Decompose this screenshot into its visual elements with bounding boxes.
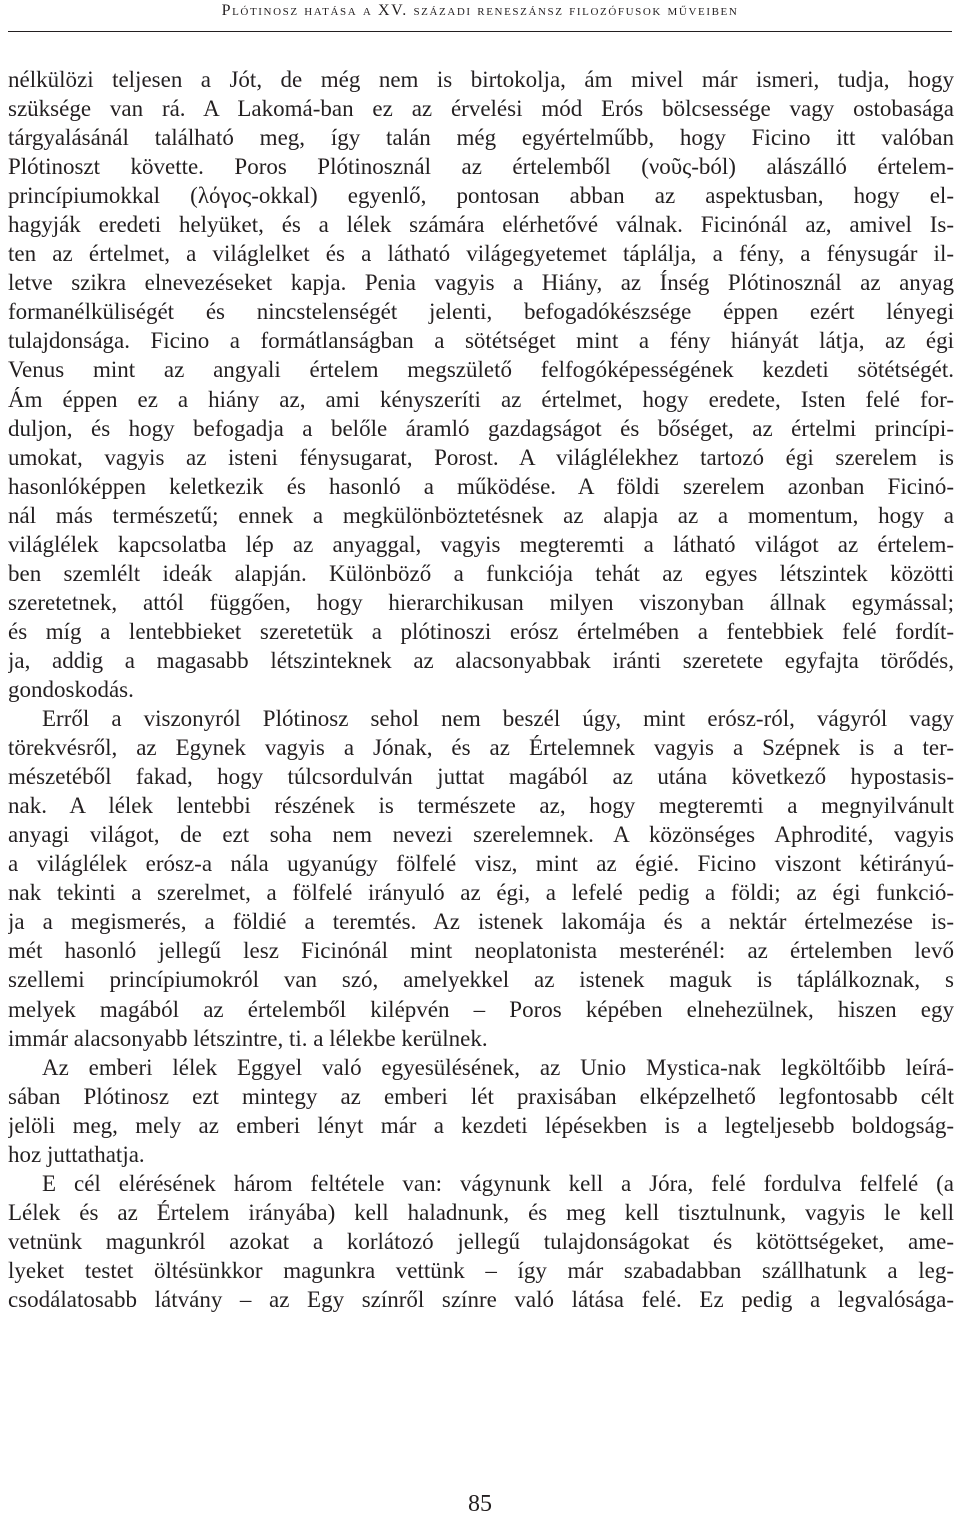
text-line: mét hasonló jellegű lesz Ficinónál mint neoplatonista mesterénél: az értelemben levő (8, 938, 954, 964)
text-line: E cél elérésének három feltétele van: vágynunk kell a Jóra, felé fordulva felfelé (a (42, 1170, 954, 1196)
text-line: sában Plótinosz ezt mintegy az emberi lét praxisában elképzelhető legfontosabb célt (8, 1083, 954, 1109)
page-number: 85 (468, 1491, 492, 1517)
text-line: tárgyalásánál található meg, így talán még egyértelműbb, hogy Ficino itt valóban (8, 125, 954, 151)
running-title: Plótinosz hatása a XV. századi reneszánsz filozófusok műveiben (221, 2, 739, 19)
text-line: hoz juttathatja. (8, 1141, 145, 1167)
text-line: nál más természetű; ennek a megkülönböztetésnek az alapja az a momentum, hogy a (8, 502, 954, 528)
text-line: csodálatosabb látvány – az Egy színről színre való látása felé. Ez pedig a legvalósága- (8, 1286, 954, 1312)
text-line: duljon, és hogy befogadja a belőle áramló gazdagságot és bőséget, az értelmi princípi- (8, 415, 954, 441)
text-line: Ám éppen ez a hiány az, ami kényszeríti az értelmet, hogy eredete, Isten felé for- (8, 386, 954, 412)
text-line: ja a megismerés, a földié a teremtés. Az istenek lakomája és a nektár értelmezése is- (8, 909, 954, 935)
text-line: nélkülözi teljesen a Jót, de még nem is birtokolja, ám mivel már ismeri, tudja, hogy (8, 67, 954, 92)
text-line: ben szemlélt ideák alapján. Különböző a funkciója tehát az egyes létszintek közötti (8, 560, 954, 586)
text-line: szüksége van rá. A Lakomá-ban ez az érvelési mód Erós bölcsessége vagy ostobasága (8, 96, 954, 122)
text-line: princípiumokkal (λόγος-okkal) egyenlő, pontosan abban az aspektusban, hogy el- (8, 183, 954, 209)
text-line: vetnünk magunkról azokat a korlátozó jellegű tulajdonságokat és kötöttségeket, ame- (8, 1228, 954, 1254)
text-line: anyagi világot, de ezt soha nem nevezi szerelemnek. A közönséges Aphrodité, vagyis (8, 822, 954, 848)
text-line: immár alacsonyabb létszintre, ti. a lélekbe kerülnek. (8, 1025, 488, 1051)
text-line: tulajdonsága. Ficino a formátlanságban a sötétséget mint a fény hiányát látja, az égi (8, 328, 954, 354)
text-line: gondoskodás. (8, 676, 134, 702)
text-line: a világlélek erósz-a nála ugyanúgy fölfelé visz, mint az égié. Ficino viszont kétirányú- (8, 851, 954, 877)
text-line: Plótinoszt követte. Poros Plótinosznál az értelemből (νοῦς-ból) alászálló értelem- (8, 154, 954, 180)
text-line: mészetéből fakad, hogy túlcsordulván juttat magából az utána következő hypostasis- (8, 764, 954, 790)
text-line: lyeket testet öltésünkkor magunkra vettünk – így már szabadabban szállhatunk a leg- (8, 1257, 954, 1283)
text-line: és míg a lentebbieket szeretetük a plótinoszi erósz értelmében a fentebbiek felé fordít- (8, 618, 954, 644)
text-line: letve szikra elnevezéseket kapja. Penia vagyis a Hiány, az Ínség Plótinosznál az anyag (8, 270, 954, 296)
main-text (8, 65, 954, 1314)
text-line: melyek magából az értelemből kilépvén – Poros képében elnehezülnek, hiszen egy (8, 996, 954, 1022)
text-line: formanélküliségét és nincstelenségét jelenti, befogadókészsége éppen ezért lényegi (8, 299, 954, 325)
text-line: Lélek és az Értelem irányába) kell haladnunk, és meg kell tisztulnunk, vagyis le kell (8, 1199, 954, 1225)
text-line: szeretetnek, attól függően, hogy hierarchikusan milyen viszonyban állnak egymással; (8, 589, 954, 615)
text-line: ja, addig a magasabb létszinteknek az alacsonyabbak iránti szeretete egyfajta törődés, (8, 647, 954, 673)
text-line: ten az értelmet, a világlelket és a látható világegyetemet táplálja, a fény, a fénysugár il- (8, 241, 954, 267)
text-line: Erről a viszonyról Plótinosz sehol nem beszél úgy, mint erósz-ról, vágyról vagy (42, 706, 954, 732)
text-line: jelöli meg, mely az emberi lényt már a kezdeti lépésekben is a legteljesebb boldogság- (8, 1112, 954, 1138)
text-line: Venus mint az angyali értelem megszülető felfogóképességének kezdeti sötétségét. (8, 357, 954, 383)
text-line: hasonlóképpen keletkezik és hasonló a működése. A földi szerelem azonban Ficinó- (8, 473, 954, 499)
running-head (8, 0, 952, 32)
text-line: világlélek kapcsolatba lép az anyaggal, vagyis megteremti a látható világot az értelem- (8, 531, 954, 557)
text-line: Az emberi lélek Eggyel való egyesülésének, az Unio Mystica-nak legköltőibb leírá- (42, 1054, 954, 1080)
text-line: törekvésről, az Egynek vagyis a Jónak, és az Értelemnek vagyis a Szépnek is a ter- (8, 735, 954, 761)
text-line: szellemi princípiumokról van szó, amelyekkel az istenek maguk is táplálkoznak, s (8, 967, 954, 993)
text-line: nak tekinti a szerelmet, a fölfelé irányuló az égi, a lefelé pedig a földi; az égi funkció- (8, 880, 954, 906)
text-line: umokat, vagyis az isteni fénysugarat, Porost. A világlélekhez tartozó égi szerelem is (8, 444, 954, 470)
text-line: nak. A lélek lentebbi részének is természete az, hogy megteremti a megnyilvánult (8, 793, 954, 819)
text-line: hagyják eredeti helyüket, és a lélek számára elérhetővé válnak. Ficinónál az, amivel Is- (8, 212, 954, 238)
